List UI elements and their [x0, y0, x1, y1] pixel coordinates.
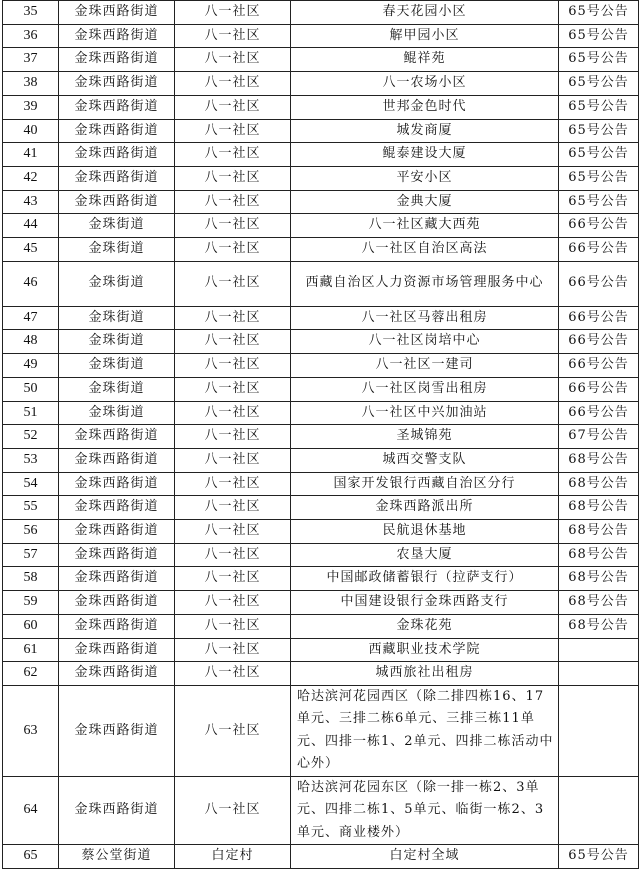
notice-cell: [559, 776, 639, 845]
notice-cell: 66号公告: [559, 214, 639, 238]
row-number: 44: [3, 214, 59, 238]
table-row: [3, 95, 639, 119]
table-row: [3, 143, 639, 167]
table-row: [3, 662, 639, 686]
community-cell: 八一社区: [175, 496, 291, 520]
location-name-cell: 鲲泰建设大厦: [291, 143, 559, 167]
notice-cell: 66号公告: [559, 377, 639, 401]
location-name-cell: 民航退休基地: [291, 520, 559, 544]
notice-cell: [559, 638, 639, 662]
location-name-cell: 鲲祥苑: [291, 48, 559, 72]
community-cell: 八一社区: [175, 520, 291, 544]
notice-cell: 65号公告: [559, 845, 639, 869]
community-cell: 八一社区: [175, 48, 291, 72]
community-cell: 八一社区: [175, 306, 291, 330]
community-cell: 八一社区: [175, 776, 291, 845]
row-number: 47: [3, 306, 59, 330]
table-row: [3, 190, 639, 214]
row-number: 35: [3, 1, 59, 25]
row-number: 57: [3, 543, 59, 567]
community-cell: 八一社区: [175, 662, 291, 686]
street-cell: 金珠街道: [59, 306, 175, 330]
table-row: [3, 401, 639, 425]
location-name-cell: 城西交警支队: [291, 448, 559, 472]
community-cell: 八一社区: [175, 614, 291, 638]
street-cell: 金珠西路街道: [59, 776, 175, 845]
community-cell: 八一社区: [175, 72, 291, 96]
notice-cell: 68号公告: [559, 520, 639, 544]
table-body: [3, 1, 639, 869]
street-cell: 金珠街道: [59, 377, 175, 401]
street-cell: 金珠西路街道: [59, 614, 175, 638]
notice-cell: [559, 685, 639, 776]
location-name-cell: 八一社区一建司: [291, 354, 559, 378]
street-cell: 金珠西路街道: [59, 1, 175, 25]
location-name-cell: 八一社区藏大西苑: [291, 214, 559, 238]
community-cell: 八一社区: [175, 330, 291, 354]
notice-cell: 65号公告: [559, 143, 639, 167]
location-name-cell: 中国邮政储蓄银行（拉萨支行）: [291, 567, 559, 591]
row-number: 41: [3, 143, 59, 167]
notice-cell: 66号公告: [559, 261, 639, 306]
table-row: [3, 776, 639, 845]
location-name-cell: 白定村全域: [291, 845, 559, 869]
location-name-cell: 国家开发银行西藏自治区分行: [291, 472, 559, 496]
street-cell: 蔡公堂街道: [59, 845, 175, 869]
street-cell: 金珠西路街道: [59, 567, 175, 591]
row-number: 55: [3, 496, 59, 520]
community-cell: 八一社区: [175, 143, 291, 167]
row-number: 37: [3, 48, 59, 72]
notice-cell: 65号公告: [559, 48, 639, 72]
community-cell: 八一社区: [175, 567, 291, 591]
location-name-cell: 八一社区自治区高法: [291, 238, 559, 262]
community-cell: 八一社区: [175, 261, 291, 306]
table-row: [3, 845, 639, 869]
table-row: [3, 119, 639, 143]
street-cell: 金珠西路街道: [59, 95, 175, 119]
table-row: [3, 614, 639, 638]
street-cell: 金珠西路街道: [59, 166, 175, 190]
notice-cell: 65号公告: [559, 1, 639, 25]
community-cell: 八一社区: [175, 401, 291, 425]
community-cell: 八一社区: [175, 638, 291, 662]
community-cell: 八一社区: [175, 24, 291, 48]
notice-cell: 68号公告: [559, 448, 639, 472]
table-row: [3, 448, 639, 472]
table-row: [3, 48, 639, 72]
street-cell: 金珠西路街道: [59, 591, 175, 615]
table-row: [3, 166, 639, 190]
street-cell: 金珠街道: [59, 354, 175, 378]
row-number: 61: [3, 638, 59, 662]
location-name-cell: 八一社区中兴加油站: [291, 401, 559, 425]
community-cell: 八一社区: [175, 119, 291, 143]
row-number: 59: [3, 591, 59, 615]
row-number: 64: [3, 776, 59, 845]
street-cell: 金珠西路街道: [59, 72, 175, 96]
location-name-cell: 城发商厦: [291, 119, 559, 143]
notice-cell: 65号公告: [559, 190, 639, 214]
location-name-cell: 平安小区: [291, 166, 559, 190]
notice-cell: 68号公告: [559, 614, 639, 638]
street-cell: 金珠西路街道: [59, 425, 175, 449]
table-row: [3, 685, 639, 776]
community-cell: 八一社区: [175, 591, 291, 615]
street-cell: 金珠西路街道: [59, 543, 175, 567]
row-number: 53: [3, 448, 59, 472]
location-name-cell: 西藏职业技术学院: [291, 638, 559, 662]
location-name-cell: 金珠花苑: [291, 614, 559, 638]
location-name-cell: 金典大厦: [291, 190, 559, 214]
community-cell: 八一社区: [175, 448, 291, 472]
location-name-cell: 八一社区岗雪出租房: [291, 377, 559, 401]
location-name-cell: 圣城锦苑: [291, 425, 559, 449]
table-row: [3, 472, 639, 496]
row-number: 40: [3, 119, 59, 143]
row-number: 62: [3, 662, 59, 686]
row-number: 65: [3, 845, 59, 869]
street-cell: 金珠西路街道: [59, 520, 175, 544]
notice-cell: 65号公告: [559, 166, 639, 190]
location-name-cell: 西藏自治区人力资源市场管理服务中心: [291, 261, 559, 306]
location-name-cell: 解甲园小区: [291, 24, 559, 48]
table-row: [3, 425, 639, 449]
table-row: [3, 72, 639, 96]
notice-cell: 65号公告: [559, 72, 639, 96]
row-number: 42: [3, 166, 59, 190]
community-cell: 八一社区: [175, 1, 291, 25]
data-table: [2, 0, 639, 869]
location-name-cell: 哈达滨河花园西区（除二排四栋16、17单元、三排二栋6单元、三排三栋11单元、四排一栋1、2单元、四排二栋活动中心外）: [291, 685, 559, 776]
table-row: [3, 638, 639, 662]
location-name-cell: 春天花园小区: [291, 1, 559, 25]
street-cell: 金珠街道: [59, 330, 175, 354]
row-number: 46: [3, 261, 59, 306]
table-row: [3, 354, 639, 378]
street-cell: 金珠西路街道: [59, 190, 175, 214]
table-row: [3, 24, 639, 48]
community-cell: 八一社区: [175, 543, 291, 567]
row-number: 49: [3, 354, 59, 378]
notice-cell: 66号公告: [559, 306, 639, 330]
street-cell: 金珠街道: [59, 401, 175, 425]
street-cell: 金珠街道: [59, 261, 175, 306]
table-row: [3, 567, 639, 591]
location-name-cell: 八一社区岗培中心: [291, 330, 559, 354]
community-cell: 白定村: [175, 845, 291, 869]
table-row: [3, 520, 639, 544]
row-number: 50: [3, 377, 59, 401]
street-cell: 金珠西路街道: [59, 448, 175, 472]
location-name-cell: 中国建设银行金珠西路支行: [291, 591, 559, 615]
location-name-cell: 世邦金色时代: [291, 95, 559, 119]
row-number: 48: [3, 330, 59, 354]
location-name-cell: 八一农场小区: [291, 72, 559, 96]
notice-cell: 65号公告: [559, 24, 639, 48]
row-number: 36: [3, 24, 59, 48]
notice-cell: 67号公告: [559, 425, 639, 449]
table-row: [3, 261, 639, 306]
table-row: [3, 306, 639, 330]
location-name-cell: 城西旅社出租房: [291, 662, 559, 686]
community-cell: 八一社区: [175, 95, 291, 119]
notice-cell: 65号公告: [559, 95, 639, 119]
street-cell: 金珠西路街道: [59, 638, 175, 662]
table-row: [3, 543, 639, 567]
street-cell: 金珠西路街道: [59, 685, 175, 776]
location-name-cell: 哈达滨河花园东区（除一排一栋2、3单元、四排二栋1、5单元、临街一栋2、3单元、商业楼外）: [291, 776, 559, 845]
row-number: 52: [3, 425, 59, 449]
row-number: 58: [3, 567, 59, 591]
notice-cell: 68号公告: [559, 567, 639, 591]
community-cell: 八一社区: [175, 377, 291, 401]
notice-cell: 68号公告: [559, 543, 639, 567]
row-number: 38: [3, 72, 59, 96]
location-name-cell: 金珠西路派出所: [291, 496, 559, 520]
street-cell: 金珠西路街道: [59, 496, 175, 520]
notice-cell: 66号公告: [559, 401, 639, 425]
notice-cell: 66号公告: [559, 238, 639, 262]
notice-cell: 65号公告: [559, 119, 639, 143]
table-row: [3, 330, 639, 354]
row-number: 45: [3, 238, 59, 262]
row-number: 39: [3, 95, 59, 119]
notice-cell: 68号公告: [559, 591, 639, 615]
community-cell: 八一社区: [175, 685, 291, 776]
street-cell: 金珠西路街道: [59, 662, 175, 686]
row-number: 56: [3, 520, 59, 544]
street-cell: 金珠西路街道: [59, 24, 175, 48]
street-cell: 金珠西路街道: [59, 119, 175, 143]
community-cell: 八一社区: [175, 214, 291, 238]
notice-cell: 68号公告: [559, 496, 639, 520]
community-cell: 八一社区: [175, 472, 291, 496]
location-name-cell: 八一社区马蓉出租房: [291, 306, 559, 330]
community-cell: 八一社区: [175, 190, 291, 214]
table-row: [3, 377, 639, 401]
table-row: [3, 1, 639, 25]
street-cell: 金珠西路街道: [59, 143, 175, 167]
table-row: [3, 214, 639, 238]
location-name-cell: 农垦大厦: [291, 543, 559, 567]
row-number: 51: [3, 401, 59, 425]
table-row: [3, 238, 639, 262]
community-cell: 八一社区: [175, 354, 291, 378]
notice-cell: 68号公告: [559, 472, 639, 496]
street-cell: 金珠西路街道: [59, 48, 175, 72]
community-cell: 八一社区: [175, 425, 291, 449]
street-cell: 金珠西路街道: [59, 472, 175, 496]
community-cell: 八一社区: [175, 238, 291, 262]
row-number: 60: [3, 614, 59, 638]
community-cell: 八一社区: [175, 166, 291, 190]
street-cell: 金珠街道: [59, 214, 175, 238]
notice-cell: 66号公告: [559, 330, 639, 354]
notice-cell: [559, 662, 639, 686]
row-number: 43: [3, 190, 59, 214]
row-number: 63: [3, 685, 59, 776]
notice-cell: 66号公告: [559, 354, 639, 378]
street-cell: 金珠街道: [59, 238, 175, 262]
table-row: [3, 591, 639, 615]
row-number: 54: [3, 472, 59, 496]
table-row: [3, 496, 639, 520]
